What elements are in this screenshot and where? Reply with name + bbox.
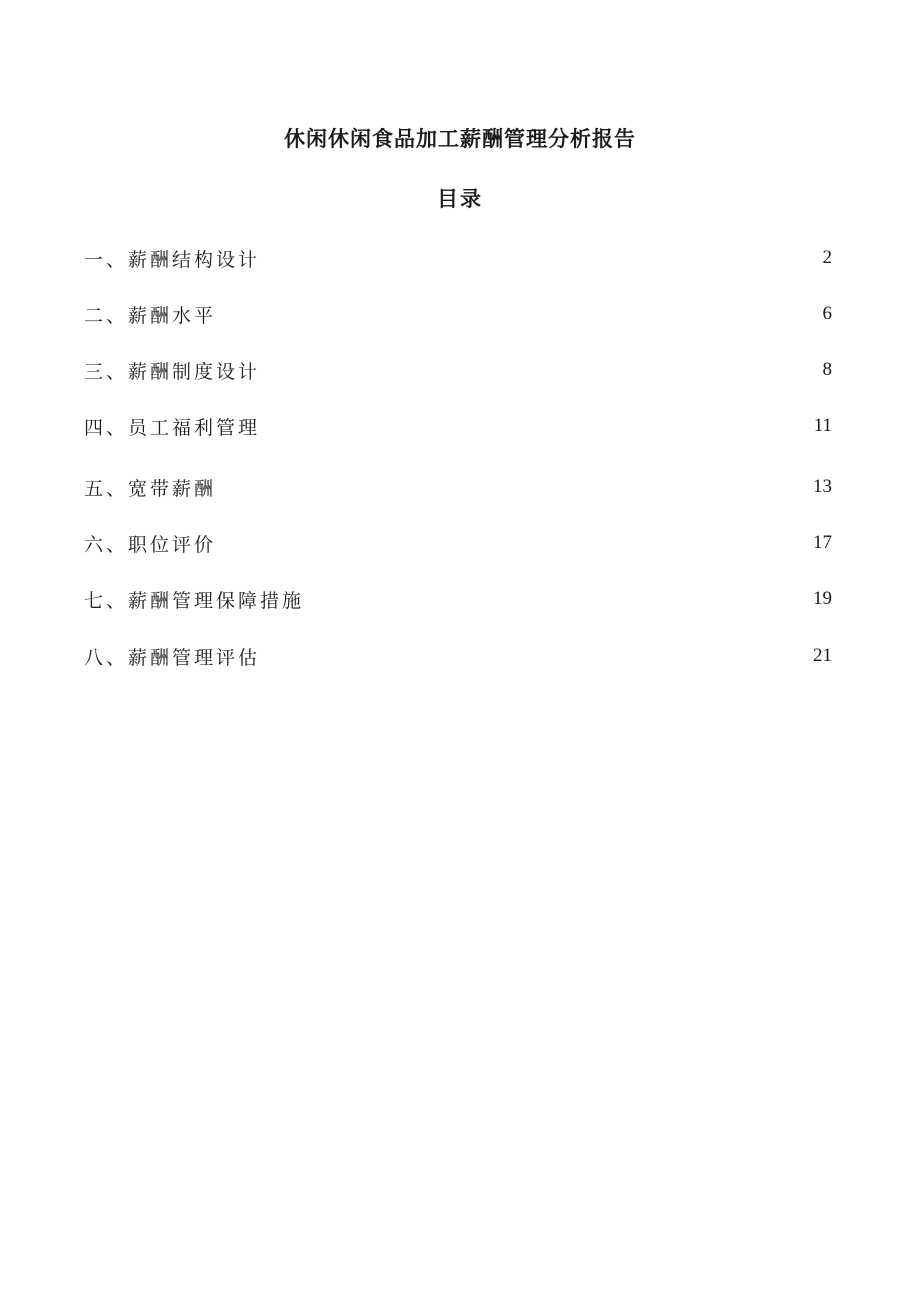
- toc-page-number: 17: [813, 532, 832, 553]
- toc-entry-1[interactable]: [84, 243, 832, 273]
- toc-dot-leader: [220, 299, 820, 329]
- toc-entry-label: 二、薪酬水平: [84, 304, 217, 327]
- toc-entry-label: 四、员工福利管理: [84, 416, 261, 439]
- toc-page-number: 19: [813, 588, 832, 609]
- toc-dot-leader: [308, 584, 811, 614]
- toc-entry-2[interactable]: [84, 299, 832, 329]
- toc-entry-label: 七、薪酬管理保障措施: [84, 589, 305, 612]
- toc-page-number: 6: [822, 303, 832, 324]
- toc-page-number: 13: [813, 476, 832, 497]
- toc-dot-leader: [220, 528, 811, 558]
- toc-entry-label: 一、薪酬结构设计: [84, 248, 261, 271]
- toc-dot-leader: [264, 243, 820, 273]
- toc-page-number: 21: [813, 645, 832, 666]
- toc-entry-6[interactable]: [84, 528, 832, 558]
- toc-dot-leader: [264, 411, 812, 441]
- toc-entry-7[interactable]: [84, 584, 832, 614]
- toc-entry-label: 五、宽带薪酬: [84, 477, 217, 500]
- toc-page-number: 2: [822, 247, 832, 268]
- toc-entry-5[interactable]: [84, 472, 832, 502]
- toc-heading: 目录: [437, 187, 483, 211]
- toc-dot-leader: [264, 355, 820, 385]
- toc-entry-3[interactable]: [84, 355, 832, 385]
- toc-dot-leader: [264, 641, 811, 671]
- toc-page-number: 8: [822, 359, 832, 380]
- toc-dot-leader: [220, 472, 811, 502]
- toc-entry-label: 六、职位评价: [84, 533, 217, 556]
- document-title: 休闲休闲食品加工薪酬管理分析报告: [284, 127, 636, 151]
- toc-entry-label: 八、薪酬管理评估: [84, 646, 261, 669]
- toc-entry-label: 三、薪酬制度设计: [84, 360, 261, 383]
- toc-entry-4[interactable]: [84, 411, 832, 441]
- toc-entry-8[interactable]: [84, 641, 832, 671]
- toc-page-number: 11: [813, 415, 832, 436]
